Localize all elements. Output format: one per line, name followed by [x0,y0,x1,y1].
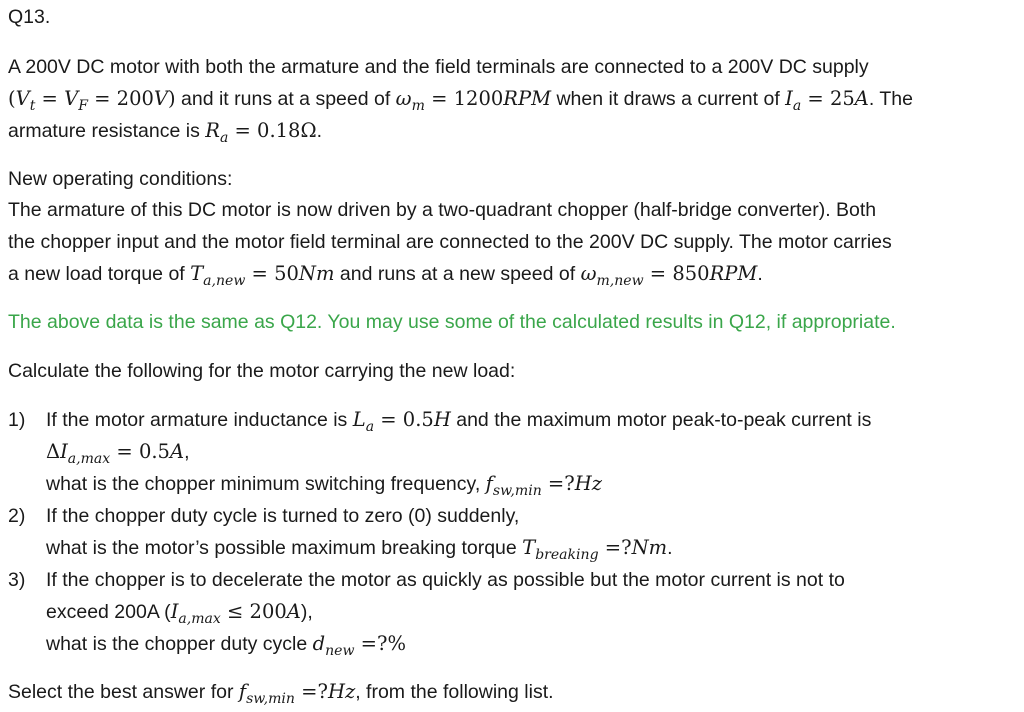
new-conditions-line-3: a new load torque of $T_{a,new} = 50Nm$ and runs at a new speed of $\omega_{m,new} = 850RPM$. [8,262,763,289]
item-1-line-2: $\Delta I_{a,max} = 0.5A$, [46,440,190,467]
item-1-line-3: what is the chopper minimum switching frequency, $f_{sw,min}$ =?Hz [46,472,603,499]
item-number-2: 2) [8,505,26,527]
item-1-line-1: If the motor armature inductance is $L_a = 0.5H$ and the maximum motor peak-to-peak current is [46,408,872,435]
reuse-note: The above data is the same as Q12. You may use some of the calculated results in Q12, if appropriate. [8,311,896,333]
item-2-line-2: what is the motor’s possible maximum breaking torque $T_{breaking}$ =?Nm. [46,536,673,563]
item-number-1: 1) [8,409,26,431]
calculate-heading: Calculate the following for the motor carrying the new load: [8,360,516,382]
new-conditions-line-2: the chopper input and the motor field terminal are connected to the 200V DC supply. The motor carries [8,231,892,253]
intro-line-3: armature resistance is $R_a = 0.18\Omega$. [8,119,323,146]
intro-line-1: A 200V DC motor with both the armature and the field terminals are connected to a 200V DC supply [8,56,869,78]
select-instruction: Select the best answer for $f_{sw,min}$ =?Hz, from the following list. [8,680,554,707]
intro-line-2: $(V_t = V_F = 200V)$ and it runs at a speed of $\omega_m = 1200RPM$ when it draws a current of $I_a = 25A$. The [8,87,913,114]
item-3-line-1: If the chopper is to decelerate the motor as quickly as possible but the motor current is not to [46,569,845,591]
item-3-line-3: what is the chopper duty cycle $d_{new}$ =?% [46,632,407,659]
question-number: Q13. [8,6,51,28]
item-number-3: 3) [8,569,26,591]
new-conditions-heading: New operating conditions: [8,168,233,190]
item-2-line-1: If the chopper duty cycle is turned to zero (0) suddenly, [46,505,520,527]
item-3-line-2: exceed 200A $(I_{a,max} \le 200A)$, [46,600,313,627]
new-conditions-line-1: The armature of this DC motor is now driven by a two-quadrant chopper (half-bridge converter). Both [8,199,877,221]
